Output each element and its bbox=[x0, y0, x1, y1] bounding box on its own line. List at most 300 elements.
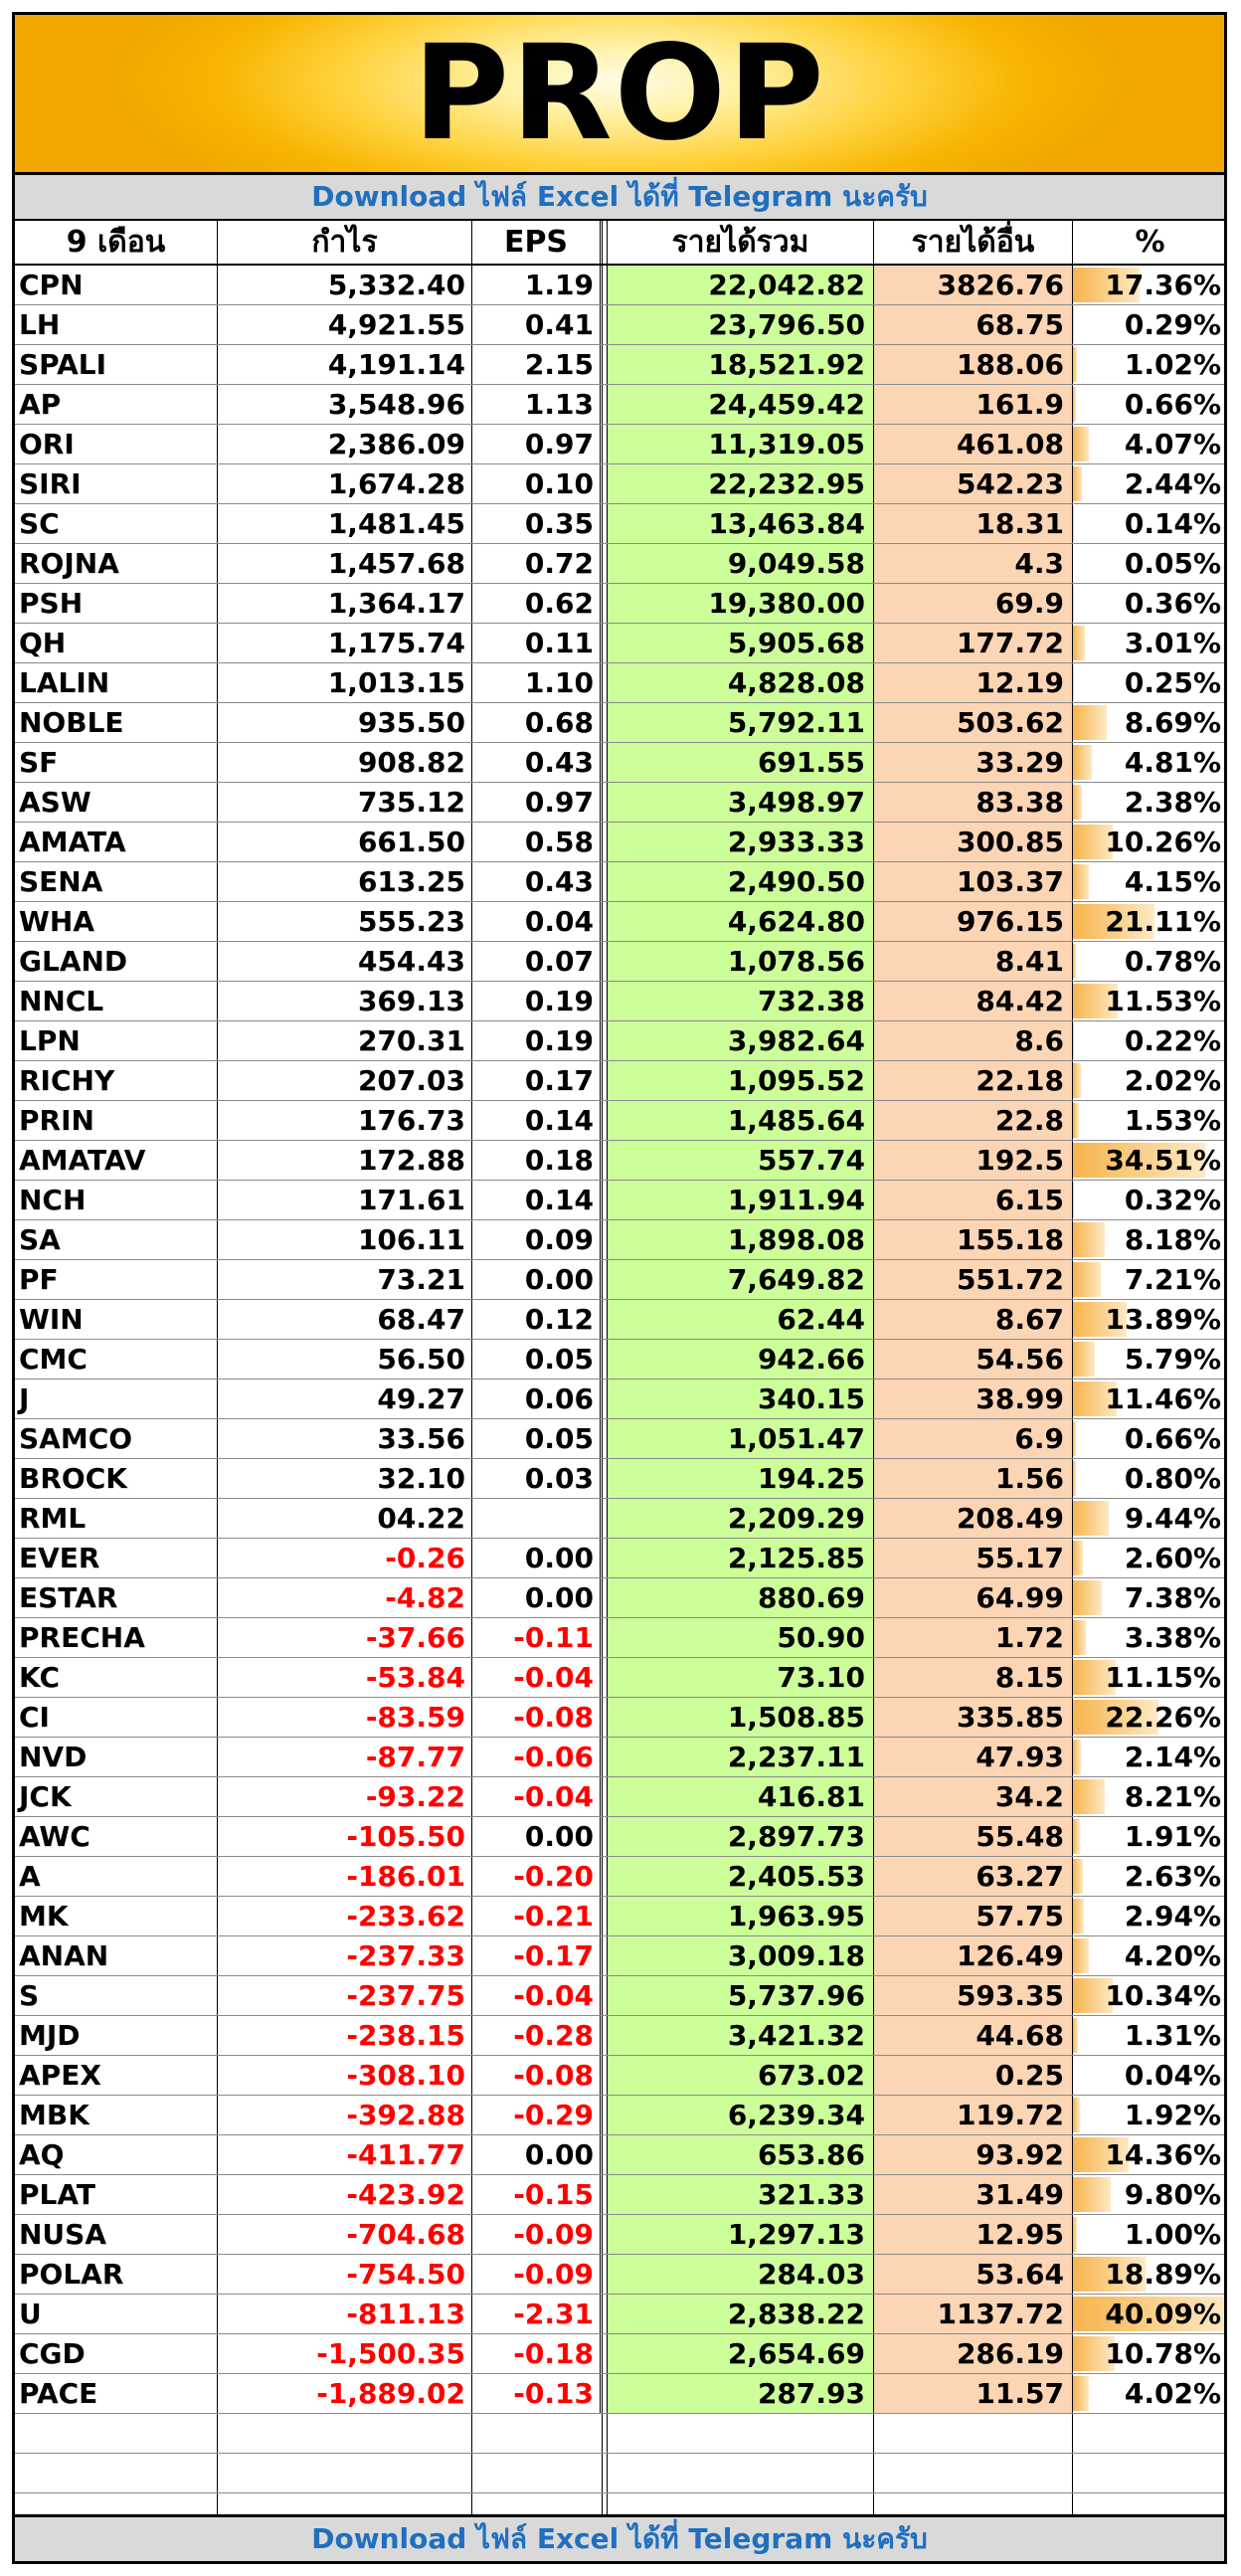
eps-value: 0.35 bbox=[472, 504, 603, 543]
profit-value: 49.27 bbox=[218, 1380, 472, 1418]
profit-value: 555.23 bbox=[218, 902, 472, 941]
profit-value: 1,481.45 bbox=[218, 504, 472, 543]
empty-cell bbox=[608, 2454, 874, 2492]
empty-cell bbox=[15, 2414, 218, 2453]
other-revenue-value: 57.75 bbox=[874, 1897, 1073, 1935]
page-title: PROP bbox=[413, 17, 826, 170]
eps-value bbox=[472, 1499, 603, 1538]
other-revenue-value: 84.42 bbox=[874, 982, 1073, 1020]
other-revenue-value: 22.8 bbox=[874, 1101, 1073, 1140]
other-revenue-value: 103.37 bbox=[874, 862, 1073, 901]
percent-value: 22.26% bbox=[1105, 1701, 1221, 1734]
percent-cell bbox=[1073, 942, 1227, 981]
eps-value: 0.03 bbox=[472, 1459, 603, 1498]
eps-value: 1.19 bbox=[472, 266, 603, 304]
download-link-top[interactable]: Download ไฟล์ Excel ได้ที่ Telegram นะครับ bbox=[15, 175, 1224, 221]
table-row bbox=[15, 862, 1224, 902]
percent-cell bbox=[1073, 2215, 1227, 2254]
table-row bbox=[15, 584, 1224, 624]
empty-cell bbox=[608, 2414, 874, 2453]
profit-value: -423.92 bbox=[218, 2175, 472, 2214]
percent-data-bar bbox=[1073, 1262, 1101, 1297]
percent-value: 2.38% bbox=[1124, 786, 1221, 819]
other-revenue-value: 155.18 bbox=[874, 1220, 1073, 1259]
total-revenue-value: 2,125.85 bbox=[608, 1539, 874, 1577]
table-row bbox=[15, 1419, 1224, 1459]
percent-cell bbox=[1073, 743, 1227, 782]
other-revenue-value: 593.35 bbox=[874, 1976, 1073, 2015]
percent-cell bbox=[1073, 385, 1227, 424]
total-revenue-value: 11,319.05 bbox=[608, 425, 874, 463]
table-row bbox=[15, 1021, 1224, 1061]
table-row bbox=[15, 1817, 1224, 1857]
total-revenue-value: 3,421.32 bbox=[608, 2016, 874, 2055]
table-body bbox=[15, 266, 1224, 2414]
percent-cell bbox=[1073, 1578, 1227, 1617]
percent-value: 9.44% bbox=[1124, 1502, 1221, 1535]
other-revenue-value: 55.17 bbox=[874, 1539, 1073, 1577]
other-revenue-value: 1137.72 bbox=[874, 2295, 1073, 2333]
total-revenue-value: 1,078.56 bbox=[608, 942, 874, 981]
profit-value: -93.22 bbox=[218, 1777, 472, 1816]
profit-value: -0.26 bbox=[218, 1539, 472, 1577]
percent-cell bbox=[1073, 2175, 1227, 2214]
percent-data-bar bbox=[1073, 586, 1074, 621]
table-row bbox=[15, 1658, 1224, 1698]
stock-symbol: A bbox=[15, 1857, 218, 1896]
percent-cell bbox=[1073, 1459, 1227, 1498]
empty-cell bbox=[1073, 2414, 1227, 2453]
percent-cell bbox=[1073, 425, 1227, 463]
percent-cell bbox=[1073, 1698, 1227, 1737]
percent-data-bar bbox=[1073, 1859, 1083, 1894]
stock-symbol: LPN bbox=[15, 1021, 218, 1060]
other-revenue-value: 8.67 bbox=[874, 1300, 1073, 1339]
stock-symbol: JCK bbox=[15, 1777, 218, 1816]
stock-symbol: CPN bbox=[15, 266, 218, 304]
other-revenue-value: 54.56 bbox=[874, 1340, 1073, 1379]
percent-cell bbox=[1073, 2255, 1227, 2294]
percent-value: 1.00% bbox=[1124, 2218, 1221, 2251]
profit-value: -105.50 bbox=[218, 1817, 472, 1856]
eps-value: 0.12 bbox=[472, 1300, 603, 1339]
profit-value: 1,175.74 bbox=[218, 624, 472, 662]
percent-value: 1.91% bbox=[1124, 1820, 1221, 1853]
percent-data-bar bbox=[1073, 2376, 1089, 2411]
other-revenue-value: 34.2 bbox=[874, 1777, 1073, 1816]
other-revenue-value: 3826.76 bbox=[874, 266, 1073, 304]
percent-data-bar bbox=[1073, 1779, 1105, 1814]
percent-cell bbox=[1073, 1738, 1227, 1776]
percent-value: 4.02% bbox=[1124, 2377, 1221, 2410]
eps-value: 0.72 bbox=[472, 544, 603, 583]
total-revenue-value: 880.69 bbox=[608, 1578, 874, 1617]
profit-value: 270.31 bbox=[218, 1021, 472, 1060]
eps-value: 0.07 bbox=[472, 942, 603, 981]
percent-value: 1.02% bbox=[1124, 348, 1221, 381]
percent-cell bbox=[1073, 1021, 1227, 1060]
table-row bbox=[15, 1539, 1224, 1578]
total-revenue-value: 4,828.08 bbox=[608, 663, 874, 702]
percent-cell bbox=[1073, 1181, 1227, 1219]
total-revenue-value: 13,463.84 bbox=[608, 504, 874, 543]
stock-symbol: RML bbox=[15, 1499, 218, 1538]
percent-cell bbox=[1073, 1300, 1227, 1339]
profit-value: -1,889.02 bbox=[218, 2374, 472, 2413]
other-revenue-value: 286.19 bbox=[874, 2334, 1073, 2373]
other-revenue-value: 31.49 bbox=[874, 2175, 1073, 2214]
table-row bbox=[15, 1101, 1224, 1141]
other-revenue-value: 83.38 bbox=[874, 783, 1073, 822]
eps-value: 0.19 bbox=[472, 1021, 603, 1060]
total-revenue-value: 287.93 bbox=[608, 2374, 874, 2413]
stock-symbol: RICHY bbox=[15, 1061, 218, 1100]
stock-symbol: AQ bbox=[15, 2135, 218, 2174]
percent-data-bar bbox=[1073, 1620, 1086, 1655]
empty-row bbox=[15, 2454, 1224, 2493]
total-revenue-value: 3,982.64 bbox=[608, 1021, 874, 1060]
percent-value: 13.89% bbox=[1105, 1303, 1221, 1336]
stock-symbol: SA bbox=[15, 1220, 218, 1259]
eps-value: 1.10 bbox=[472, 663, 603, 702]
profit-value: -754.50 bbox=[218, 2255, 472, 2294]
profit-value: 613.25 bbox=[218, 862, 472, 901]
other-revenue-value: 33.29 bbox=[874, 743, 1073, 782]
other-revenue-value: 11.57 bbox=[874, 2374, 1073, 2413]
table-row bbox=[15, 624, 1224, 663]
percent-data-bar bbox=[1073, 665, 1074, 700]
total-revenue-value: 321.33 bbox=[608, 2175, 874, 2214]
percent-data-bar bbox=[1073, 1342, 1095, 1377]
stock-symbol: S bbox=[15, 1976, 218, 2015]
percent-value: 21.11% bbox=[1105, 905, 1221, 938]
profit-value: 207.03 bbox=[218, 1061, 472, 1100]
percent-value: 3.01% bbox=[1124, 627, 1221, 659]
header-other-revenue: รายได้อื่น bbox=[874, 221, 1073, 264]
eps-value: 0.04 bbox=[472, 902, 603, 941]
table-row bbox=[15, 982, 1224, 1021]
eps-value: -0.09 bbox=[472, 2255, 603, 2294]
stock-symbol: PACE bbox=[15, 2374, 218, 2413]
other-revenue-value: 551.72 bbox=[874, 1260, 1073, 1299]
profit-value: -4.82 bbox=[218, 1578, 472, 1617]
table-row bbox=[15, 1300, 1224, 1340]
profit-value: 454.43 bbox=[218, 942, 472, 981]
percent-cell bbox=[1073, 624, 1227, 662]
data-table bbox=[15, 221, 1224, 2533]
profit-value: 73.21 bbox=[218, 1260, 472, 1299]
percent-value: 0.66% bbox=[1124, 388, 1221, 421]
percent-cell bbox=[1073, 2096, 1227, 2134]
total-revenue-value: 1,963.95 bbox=[608, 1897, 874, 1935]
percent-cell bbox=[1073, 902, 1227, 941]
percent-value: 0.22% bbox=[1124, 1024, 1221, 1057]
percent-value: 10.26% bbox=[1105, 826, 1221, 858]
total-revenue-value: 416.81 bbox=[608, 1777, 874, 1816]
percent-cell bbox=[1073, 1101, 1227, 1140]
profit-value: -811.13 bbox=[218, 2295, 472, 2333]
stock-symbol: SIRI bbox=[15, 464, 218, 503]
percent-data-bar bbox=[1073, 1740, 1081, 1774]
table-row bbox=[15, 1220, 1224, 1260]
total-revenue-value: 673.02 bbox=[608, 2056, 874, 2095]
profit-value: -237.75 bbox=[218, 1976, 472, 2015]
table-row bbox=[15, 1578, 1224, 1618]
percent-value: 0.04% bbox=[1124, 2059, 1221, 2092]
table-row bbox=[15, 1181, 1224, 1220]
stock-symbol: U bbox=[15, 2295, 218, 2333]
profit-value: 176.73 bbox=[218, 1101, 472, 1140]
percent-value: 11.15% bbox=[1105, 1661, 1221, 1694]
percent-data-bar bbox=[1073, 1421, 1076, 1456]
other-revenue-value: 119.72 bbox=[874, 2096, 1073, 2134]
percent-cell bbox=[1073, 1539, 1227, 1577]
other-revenue-value: 12.19 bbox=[874, 663, 1073, 702]
stock-symbol: NUSA bbox=[15, 2215, 218, 2254]
profit-value: 1,013.15 bbox=[218, 663, 472, 702]
percent-value: 5.79% bbox=[1124, 1343, 1221, 1376]
eps-value: 0.62 bbox=[472, 584, 603, 623]
eps-value: -0.04 bbox=[472, 1658, 603, 1697]
stock-symbol: AWC bbox=[15, 1817, 218, 1856]
percent-value: 8.18% bbox=[1124, 1223, 1221, 1256]
profit-value: -37.66 bbox=[218, 1618, 472, 1657]
percent-value: 0.80% bbox=[1124, 1462, 1221, 1495]
percent-data-bar bbox=[1073, 1899, 1084, 1933]
profit-value: -87.77 bbox=[218, 1738, 472, 1776]
other-revenue-value: 18.31 bbox=[874, 504, 1073, 543]
profit-value: 32.10 bbox=[218, 1459, 472, 1498]
percent-data-bar bbox=[1073, 1063, 1081, 1098]
download-link-bottom[interactable]: Download ไฟล์ Excel ได้ที่ Telegram นะครับ bbox=[15, 2514, 1224, 2561]
other-revenue-value: 177.72 bbox=[874, 624, 1073, 662]
other-revenue-value: 8.41 bbox=[874, 942, 1073, 981]
profit-value: 369.13 bbox=[218, 982, 472, 1020]
other-revenue-value: 38.99 bbox=[874, 1380, 1073, 1418]
table-row bbox=[15, 1698, 1224, 1738]
table-row bbox=[15, 425, 1224, 464]
percent-cell bbox=[1073, 345, 1227, 384]
profit-value: 4,191.14 bbox=[218, 345, 472, 384]
other-revenue-value: 1.72 bbox=[874, 1618, 1073, 1657]
percent-data-bar bbox=[1073, 2098, 1080, 2132]
percent-cell bbox=[1073, 703, 1227, 742]
table-row bbox=[15, 2135, 1224, 2175]
percent-cell bbox=[1073, 1419, 1227, 1458]
table-row bbox=[15, 2255, 1224, 2295]
other-revenue-value: 53.64 bbox=[874, 2255, 1073, 2294]
stock-symbol: NOBLE bbox=[15, 703, 218, 742]
table-row bbox=[15, 1061, 1224, 1101]
eps-value: -0.28 bbox=[472, 2016, 603, 2055]
empty-cell bbox=[15, 2454, 218, 2492]
total-revenue-value: 3,009.18 bbox=[608, 1936, 874, 1975]
profit-value: 04.22 bbox=[218, 1499, 472, 1538]
profit-value: -83.59 bbox=[218, 1698, 472, 1737]
percent-data-bar bbox=[1073, 1541, 1083, 1575]
table-row bbox=[15, 1499, 1224, 1539]
stock-symbol: ANAN bbox=[15, 1936, 218, 1975]
profit-value: -233.62 bbox=[218, 1897, 472, 1935]
table-header-row bbox=[15, 221, 1224, 266]
profit-value: 735.12 bbox=[218, 783, 472, 822]
other-revenue-value: 1.56 bbox=[874, 1459, 1073, 1498]
other-revenue-value: 192.5 bbox=[874, 1141, 1073, 1180]
percent-data-bar bbox=[1073, 785, 1082, 820]
percent-value: 0.25% bbox=[1124, 666, 1221, 699]
other-revenue-value: 161.9 bbox=[874, 385, 1073, 424]
eps-value: 0.97 bbox=[472, 425, 603, 463]
percent-cell bbox=[1073, 2135, 1227, 2174]
percent-value: 0.32% bbox=[1124, 1184, 1221, 1216]
other-revenue-value: 4.3 bbox=[874, 544, 1073, 583]
table-row bbox=[15, 266, 1224, 305]
percent-value: 17.36% bbox=[1105, 269, 1221, 301]
table-row bbox=[15, 2016, 1224, 2056]
table-row bbox=[15, 783, 1224, 823]
percent-data-bar bbox=[1073, 387, 1076, 422]
stock-symbol: J bbox=[15, 1380, 218, 1418]
total-revenue-value: 22,232.95 bbox=[608, 464, 874, 503]
table-row bbox=[15, 703, 1224, 743]
eps-value: -0.04 bbox=[472, 1777, 603, 1816]
eps-value: -0.08 bbox=[472, 1698, 603, 1737]
percent-value: 2.44% bbox=[1124, 467, 1221, 500]
percent-cell bbox=[1073, 266, 1227, 304]
other-revenue-value: 64.99 bbox=[874, 1578, 1073, 1617]
percent-cell bbox=[1073, 1936, 1227, 1975]
table-row bbox=[15, 1857, 1224, 1897]
table-row bbox=[15, 504, 1224, 544]
percent-value: 8.21% bbox=[1124, 1780, 1221, 1813]
percent-data-bar bbox=[1073, 864, 1089, 899]
stock-symbol: CMC bbox=[15, 1340, 218, 1379]
percent-data-bar bbox=[1073, 1222, 1105, 1257]
empty-cell bbox=[1073, 2454, 1227, 2492]
profit-value: 661.50 bbox=[218, 823, 472, 861]
profit-value: 935.50 bbox=[218, 703, 472, 742]
percent-value: 10.78% bbox=[1105, 2337, 1221, 2370]
percent-data-bar bbox=[1073, 944, 1076, 979]
table-row bbox=[15, 942, 1224, 982]
percent-cell bbox=[1073, 2056, 1227, 2095]
other-revenue-value: 93.92 bbox=[874, 2135, 1073, 2174]
stock-symbol: APEX bbox=[15, 2056, 218, 2095]
percent-data-bar bbox=[1073, 626, 1085, 660]
total-revenue-value: 5,905.68 bbox=[608, 624, 874, 662]
table-row bbox=[15, 2374, 1224, 2414]
percent-cell bbox=[1073, 982, 1227, 1020]
eps-value: -0.18 bbox=[472, 2334, 603, 2373]
eps-value: 0.19 bbox=[472, 982, 603, 1020]
total-revenue-value: 284.03 bbox=[608, 2255, 874, 2294]
eps-value: 0.00 bbox=[472, 1817, 603, 1856]
percent-data-bar bbox=[1073, 1103, 1079, 1138]
total-revenue-value: 2,209.29 bbox=[608, 1499, 874, 1538]
stock-symbol: ESTAR bbox=[15, 1578, 218, 1617]
total-revenue-value: 2,838.22 bbox=[608, 2295, 874, 2333]
percent-value: 2.14% bbox=[1124, 1741, 1221, 1773]
percent-value: 8.69% bbox=[1124, 706, 1221, 739]
percent-value: 3.38% bbox=[1124, 1621, 1221, 1654]
total-revenue-value: 194.25 bbox=[608, 1459, 874, 1498]
percent-data-bar bbox=[1073, 1461, 1076, 1496]
eps-value: 0.10 bbox=[472, 464, 603, 503]
percent-data-bar bbox=[1073, 1938, 1089, 1973]
empty-cell bbox=[472, 2454, 603, 2492]
percent-cell bbox=[1073, 305, 1227, 344]
stock-symbol: QH bbox=[15, 624, 218, 662]
percent-cell bbox=[1073, 663, 1227, 702]
total-revenue-value: 1,508.85 bbox=[608, 1698, 874, 1737]
total-revenue-value: 732.38 bbox=[608, 982, 874, 1020]
stock-symbol: EVER bbox=[15, 1539, 218, 1577]
stock-symbol: LH bbox=[15, 305, 218, 344]
percent-data-bar bbox=[1073, 307, 1074, 342]
profit-value: 172.88 bbox=[218, 1141, 472, 1180]
profit-value: 1,674.28 bbox=[218, 464, 472, 503]
percent-value: 11.46% bbox=[1105, 1382, 1221, 1415]
stock-symbol: PRECHA bbox=[15, 1618, 218, 1657]
percent-cell bbox=[1073, 1380, 1227, 1418]
stock-symbol: BROCK bbox=[15, 1459, 218, 1498]
percent-cell bbox=[1073, 544, 1227, 583]
percent-data-bar bbox=[1073, 427, 1089, 461]
title-banner bbox=[15, 15, 1224, 175]
table-row bbox=[15, 345, 1224, 385]
percent-data-bar bbox=[1073, 1501, 1109, 1536]
eps-value: 0.97 bbox=[472, 783, 603, 822]
stock-symbol: WIN bbox=[15, 1300, 218, 1339]
other-revenue-value: 300.85 bbox=[874, 823, 1073, 861]
stock-symbol: LALIN bbox=[15, 663, 218, 702]
empty-cell bbox=[218, 2454, 472, 2492]
table-row bbox=[15, 1738, 1224, 1777]
percent-cell bbox=[1073, 823, 1227, 861]
stock-symbol: MJD bbox=[15, 2016, 218, 2055]
table-row bbox=[15, 1141, 1224, 1181]
eps-value: 0.17 bbox=[472, 1061, 603, 1100]
percent-value: 2.02% bbox=[1124, 1064, 1221, 1097]
eps-value: 0.00 bbox=[472, 2135, 603, 2174]
profit-value: 1,457.68 bbox=[218, 544, 472, 583]
column-gap bbox=[603, 2414, 608, 2453]
percent-value: 4.20% bbox=[1124, 1939, 1221, 1972]
table-row bbox=[15, 1897, 1224, 1936]
total-revenue-value: 557.74 bbox=[608, 1141, 874, 1180]
table-row bbox=[15, 902, 1224, 942]
stock-symbol: SPALI bbox=[15, 345, 218, 384]
table-row bbox=[15, 2056, 1224, 2096]
other-revenue-value: 542.23 bbox=[874, 464, 1073, 503]
stock-symbol: PLAT bbox=[15, 2175, 218, 2214]
stock-symbol: CI bbox=[15, 1698, 218, 1737]
table-row bbox=[15, 1459, 1224, 1499]
stock-symbol: PRIN bbox=[15, 1101, 218, 1140]
percent-data-bar bbox=[1073, 1183, 1074, 1217]
profit-value: -53.84 bbox=[218, 1658, 472, 1697]
percent-value: 14.36% bbox=[1105, 2138, 1221, 2171]
profit-value: 2,386.09 bbox=[218, 425, 472, 463]
percent-value: 18.89% bbox=[1105, 2258, 1221, 2291]
percent-cell bbox=[1073, 1857, 1227, 1896]
percent-value: 0.66% bbox=[1124, 1422, 1221, 1455]
total-revenue-value: 3,498.97 bbox=[608, 783, 874, 822]
percent-cell bbox=[1073, 2334, 1227, 2373]
eps-value: -0.20 bbox=[472, 1857, 603, 1896]
percent-data-bar bbox=[1073, 705, 1107, 740]
stock-symbol: GLAND bbox=[15, 942, 218, 981]
